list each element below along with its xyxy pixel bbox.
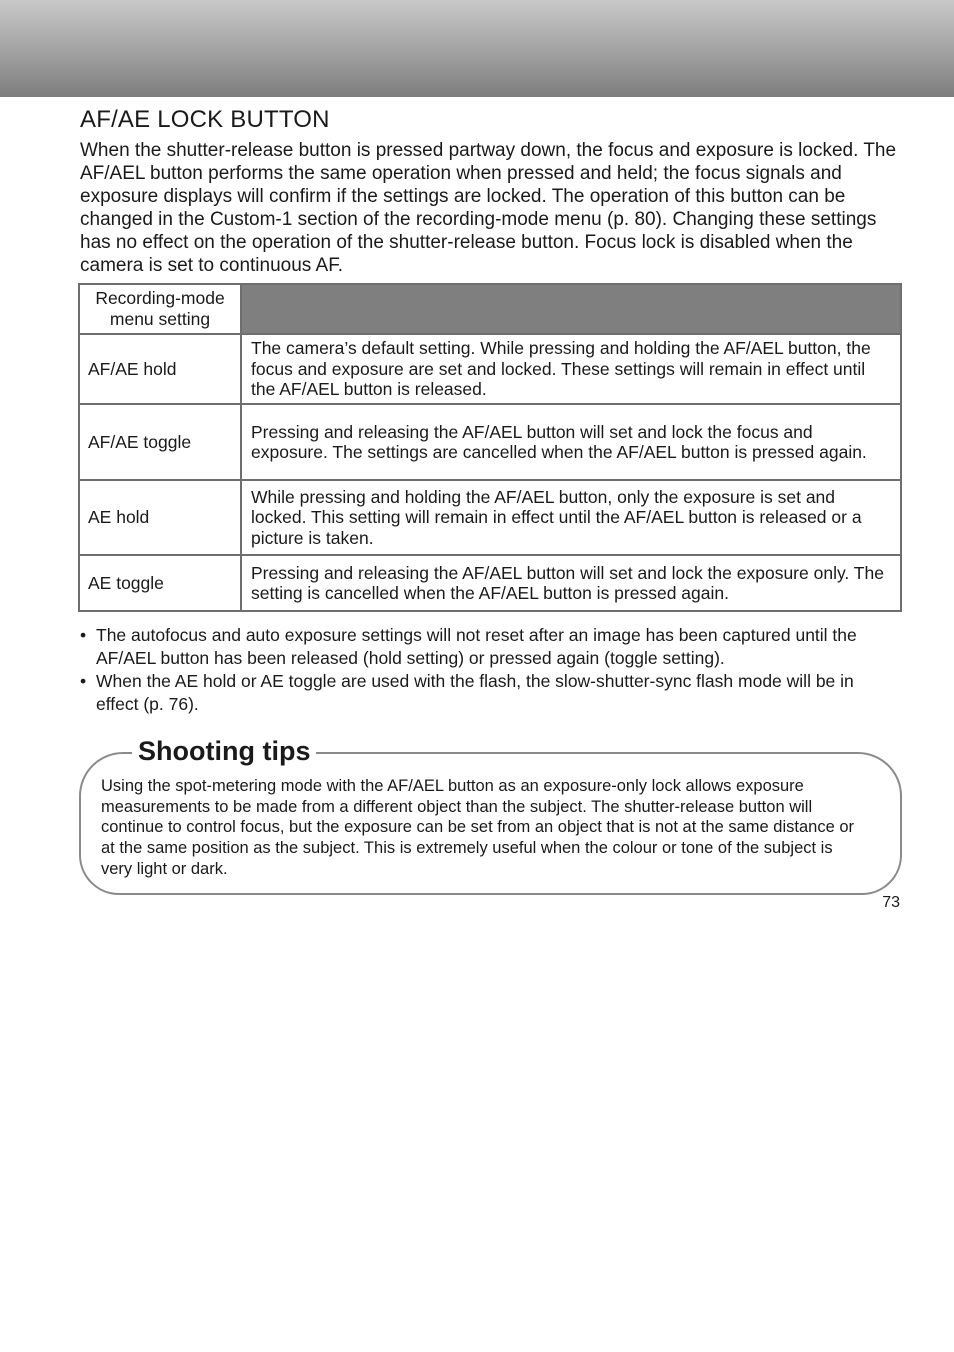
shooting-tips-title-wrap [132, 733, 316, 769]
table-row [79, 555, 901, 611]
table-row [79, 334, 901, 404]
setting-cell: AE hold [79, 480, 241, 555]
header-band [0, 0, 954, 97]
shooting-tips-text: Using the spot-metering mode with the AF/AEL button as an exposure-only lock allows exposure measurements to be made from a different object than the subject. The shutter-release button will continue to control focus, but the exposure can be set from an object that is not at the same distance or at the same position as the subject. This is extremely useful when the colour or tone of the subject is very light or dark. [101, 777, 855, 878]
header-line-2: menu setting [109, 309, 211, 329]
shooting-tips-title: Shooting tips [138, 736, 311, 766]
section-title: AF/AE LOCK BUTTON [80, 106, 330, 133]
header-line-1: Recording-mode [95, 288, 225, 308]
table-row [79, 404, 901, 480]
table-row [79, 480, 901, 555]
setting-cell: AF/AE hold [79, 334, 241, 404]
description-cell: While pressing and holding the AF/AEL button, only the exposure is set and locked. This setting will remain in effect until the AF/AEL button is released or a picture is taken. [241, 480, 901, 555]
table-header-setting [79, 284, 241, 334]
notes-list [78, 624, 900, 716]
table-header-row [79, 284, 901, 334]
settings-table [78, 283, 902, 612]
intro-paragraph: When the shutter-release button is pressed partway down, the focus and exposure is locked. The AF/AEL button performs the same operation when pressed and held; the focus signals and exposure displays will confirm if the settings are locked. The operation of this button can be changed in the Custom-1 section of the recording-mode menu (p. 80). Changing these settings has no effect on the operation of the shutter-release button. Focus lock is disabled when the camera is set to continuous AF. [80, 140, 897, 276]
description-cell: The camera’s default setting. While pressing and holding the AF/AEL button, the focus and exposure are set and locked. These settings will remain in effect until the AF/AEL button is released. [241, 334, 901, 404]
setting-cell: AE toggle [79, 555, 241, 611]
list-item: • The autofocus and auto exposure settings will not reset after an image has been captured until the AF/AEL button has been released (hold setting) or pressed again (toggle setting). [78, 624, 900, 670]
list-item: • When the AE hold or AE toggle are used with the flash, the slow-shutter-sync flash mode will be in effect (p. 76). [78, 670, 900, 716]
page-number: 73 [882, 894, 900, 911]
table-header-description [241, 284, 901, 334]
description-cell: Pressing and releasing the AF/AEL button will set and lock the exposure only. The setting is cancelled when the AF/AEL button is pressed again. [241, 555, 901, 611]
description-cell: Pressing and releasing the AF/AEL button will set and lock the focus and exposure. The settings are cancelled when the AF/AEL button is pressed again. [241, 404, 901, 480]
setting-cell: AF/AE toggle [79, 404, 241, 480]
